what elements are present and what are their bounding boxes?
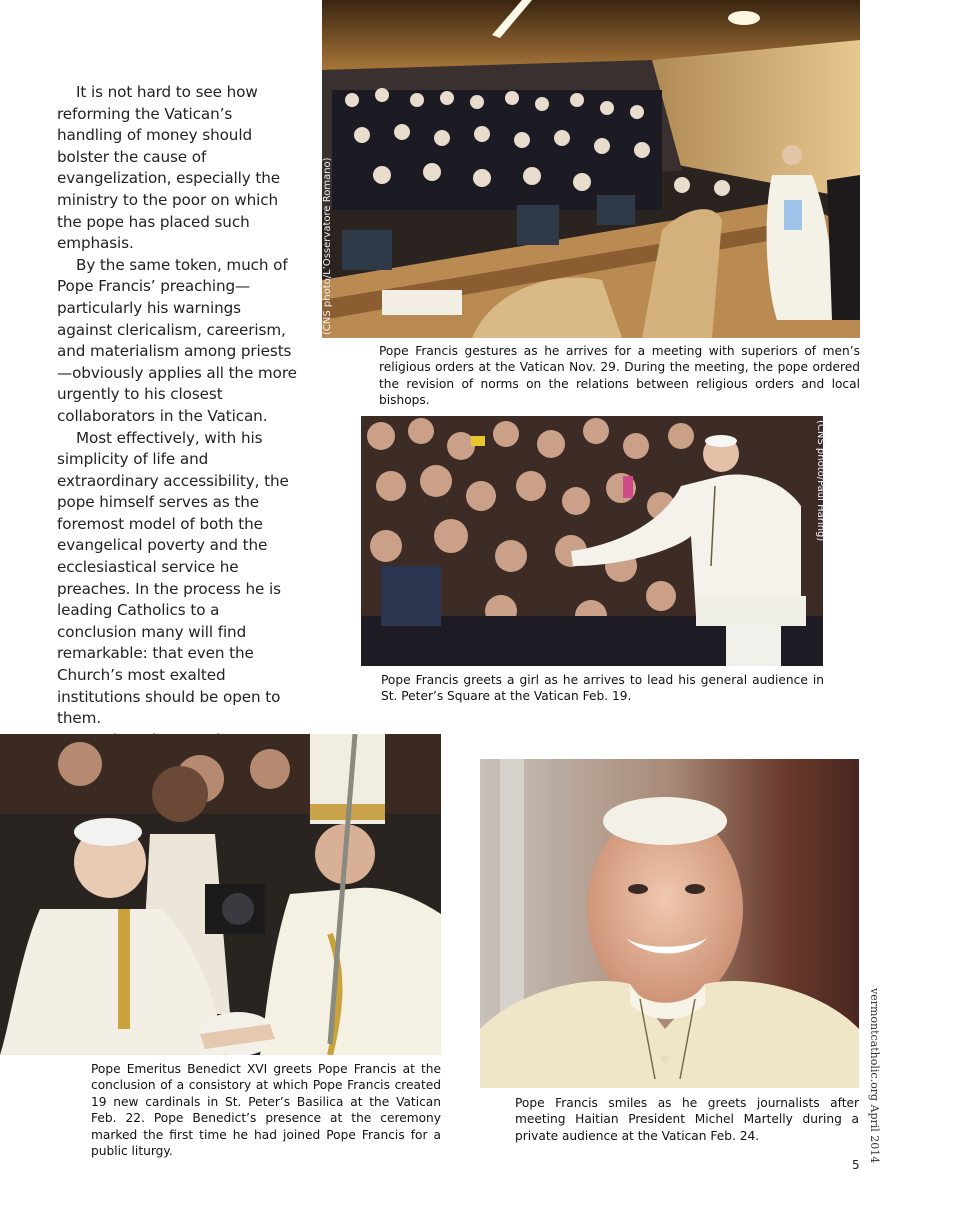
photo-crowd	[361, 416, 823, 666]
photo-portrait	[480, 759, 859, 1088]
photo-benedict-caption: Pope Emeritus Benedict XVI greets Pope Francis at the conclusion of a consistory at which Pope Francis created 19 new cardinals in St. Peter’s Basilica at the Vatican Feb. 22. Pope Benedict’s presence at the ceremony marked the first time he had joined Pope Francis for a public liturgy.	[91, 1062, 441, 1159]
article-body	[57, 82, 297, 773]
photo-meeting-image	[322, 0, 860, 338]
photo-meeting-caption: Pope Francis gestures as he arrives for a meeting with superiors of men’s religious orders at the Vatican Nov. 29. During the meeting, the pope ordered the revision of norms on the relations between religious orders and local bishops.	[379, 344, 860, 408]
article-paragraph: Most effectively, with his simplicity of life and extraordinary accessibility, the pope himself serves as the foremost model of both the evangelical poverty and the ecclesiastical service he preaches. In the process he is leading Catholics to a conclusion many will find remarkable: that even the Church’s most exalted institutions should be open to them.	[57, 428, 289, 728]
article-paragraph: By the same token, much of Pope Francis’ preaching—particularly his warnings against clericalism, careerism, and materialism among priests—obviously applies all the more urgently to his closest collaborators in the Vatican.	[57, 255, 297, 425]
photo-benedict-image	[0, 734, 441, 1055]
page-number: 5	[852, 1158, 860, 1172]
photo-portrait-image	[480, 759, 859, 1088]
article-paragraph: It is not hard to see how reforming the Vatican’s handling of money should bolster the cause of evangelization, especially the ministry to the poor on which the pope has placed such emphasis.	[57, 83, 281, 253]
photo-crowd-credit: (CNS photo/Paul Haring)	[815, 420, 826, 542]
photo-portrait-caption: Pope Francis smiles as he greets journalists after meeting Haitian President Michel Martelly during a private audience at the Vatican Feb. 24.	[515, 1096, 859, 1143]
photo-crowd-caption: Pope Francis greets a girl as he arrives to lead his general audience in St. Peter’s Square at the Vatican Feb. 19.	[381, 673, 824, 704]
photo-crowd-image	[361, 416, 823, 666]
magazine-side-text: vermontcatholic.org April 2014	[868, 988, 881, 1164]
photo-benedict	[0, 734, 441, 1055]
photo-meeting-credit: (CNS photo/L’Osservatore Romano)	[322, 157, 333, 335]
photo-meeting	[322, 0, 860, 338]
